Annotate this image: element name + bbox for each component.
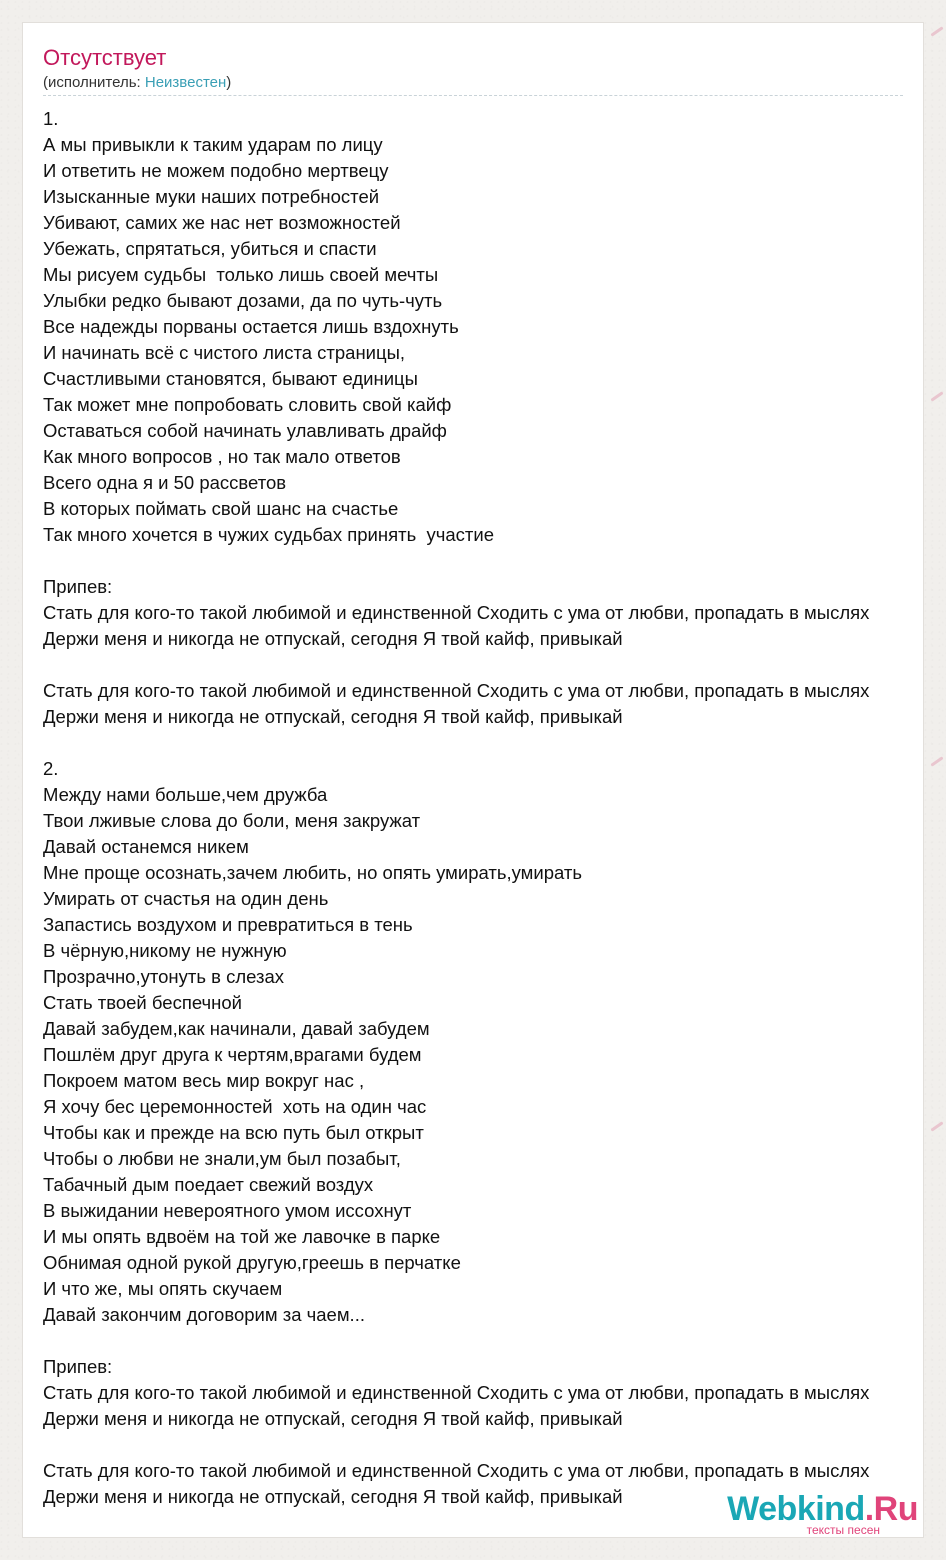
lyrics-line: Стать для кого-то такой любимой и единственной Сходить с ума от любви, пропадать в мыслях <box>43 1382 870 1403</box>
lyrics-line: Табачный дым поедает свежий воздух <box>43 1174 374 1195</box>
lyrics-line: В которых поймать свой шанс на счастье <box>43 498 399 519</box>
lyrics-line: Стать твоей беспечной <box>43 992 243 1013</box>
lyrics-line: Чтобы о любви не знали,ум был позабыт, <box>43 1148 401 1169</box>
lyrics-line: Убивают, самих же нас нет возможностей <box>43 212 401 233</box>
lyrics-line: И мы опять вдвоём на той же лавочке в парке <box>43 1226 441 1247</box>
lyrics-line: Давай закончим договорим за чаем... <box>43 1304 365 1325</box>
lyrics-line: Всего одна я и 50 рассветов <box>43 472 287 493</box>
lyrics-blank-line <box>43 1328 869 1354</box>
lyrics-line: Давай останемся никем <box>43 836 249 857</box>
lyrics-line: Прозрачно,утонуть в слезах <box>43 966 285 987</box>
song-title: Отсутствует <box>43 45 167 70</box>
lyrics-line: Твои лживые слова до боли, меня закружат <box>43 810 421 831</box>
artist-suffix: ) <box>226 74 232 91</box>
lyrics-line: Покроем матом весь мир вокруг нас , <box>43 1070 365 1091</box>
lyrics-line: Держи меня и никогда не отпускай, сегодня Я твой кайф, привыкай <box>43 706 623 727</box>
lyrics-blank-line <box>43 548 869 574</box>
lyrics-line: Запастись воздухом и превратиться в тень <box>43 914 413 935</box>
lyrics-text <box>43 106 869 1510</box>
lyrics-blank-line <box>43 1432 869 1458</box>
lyrics-line: 1. <box>43 108 59 129</box>
lyrics-line: А мы привыкли к таким ударам по лицу <box>43 134 383 155</box>
logo-tagline: тексты песен <box>806 1523 880 1537</box>
logo-suffix: .Ru <box>864 1490 918 1528</box>
artist-prefix: (исполнитель: <box>43 74 145 91</box>
lyrics-line: Стать для кого-то такой любимой и единственной Сходить с ума от любви, пропадать в мыслях <box>43 680 870 701</box>
lyrics-line: Изысканные муки наших потребностей <box>43 186 380 207</box>
page-decoration <box>930 756 943 766</box>
lyrics-line: И ответить не можем подобно мертвецу <box>43 160 389 181</box>
lyrics-line: 2. <box>43 758 59 779</box>
lyrics-line: Умирать от счастья на один день <box>43 888 329 909</box>
title-divider <box>43 95 903 96</box>
lyrics-line: Припев: <box>43 576 113 597</box>
lyrics-line: Пошлём друг друга к чертям,врагами будем <box>43 1044 422 1065</box>
lyrics-line: Держи меня и никогда не отпускай, сегодня Я твой кайф, привыкай <box>43 1408 623 1429</box>
lyrics-line: Улыбки редко бывают дозами, да по чуть-чуть <box>43 290 443 311</box>
lyrics-line: Чтобы как и прежде на всю путь был открыт <box>43 1122 424 1143</box>
lyrics-line: Оставаться собой начинать улавливать драйф <box>43 420 447 441</box>
lyrics-line: Обнимая одной рукой другую,греешь в перчатке <box>43 1252 461 1273</box>
lyrics-line: В выжидании невероятного умом иссохнут <box>43 1200 412 1221</box>
artist-line <box>43 73 231 93</box>
lyrics-line: Мне проще осознать,зачем любить, но опять умирать,умирать <box>43 862 583 883</box>
lyrics-line: Счастливыми становятся, бывают единицы <box>43 368 418 389</box>
lyrics-blank-line <box>43 730 869 756</box>
webkind-logo <box>727 1492 918 1526</box>
lyrics-line: Все надежды порваны остается лишь вздохнуть <box>43 316 459 337</box>
page-decoration <box>930 391 943 401</box>
lyrics-line: В чёрную,никому не нужную <box>43 940 287 961</box>
artist-link[interactable]: Неизвестен <box>144 74 227 91</box>
lyrics-line: Как много вопросов , но так мало ответов <box>43 446 401 467</box>
lyrics-line: Стать для кого-то такой любимой и единственной Сходить с ума от любви, пропадать в мыслях <box>43 1460 870 1481</box>
logo-text: Webkind <box>727 1490 865 1528</box>
lyrics-line: Мы рисуем судьбы только лишь своей мечты <box>43 264 439 285</box>
lyrics-line: Держи меня и никогда не отпускай, сегодня Я твой кайф, привыкай <box>43 1486 623 1507</box>
lyrics-line: И что же, мы опять скучаем <box>43 1278 283 1299</box>
lyrics-card <box>22 22 924 1538</box>
lyrics-line: Держи меня и никогда не отпускай, сегодня Я твой кайф, привыкай <box>43 628 623 649</box>
lyrics-line: Я хочу бес церемонностей хоть на один час <box>43 1096 427 1117</box>
lyrics-line: Убежать, спрятаться, убиться и спасти <box>43 238 377 259</box>
lyrics-line: Между нами больше,чем дружба <box>43 784 328 805</box>
lyrics-line: И начинать всё с чистого листа страницы, <box>43 342 406 363</box>
lyrics-line: Стать для кого-то такой любимой и единственной Сходить с ума от любви, пропадать в мыслях <box>43 602 870 623</box>
site-watermark[interactable] <box>727 1492 918 1536</box>
lyrics-line: Так может мне попробовать словить свой кайф <box>43 394 452 415</box>
page-decoration <box>930 1121 943 1131</box>
lyrics-line: Так много хочется в чужих судьбах принять участие <box>43 524 495 545</box>
lyrics-line: Припев: <box>43 1356 113 1377</box>
lyrics-blank-line <box>43 652 869 678</box>
lyrics-line: Давай забудем,как начинали, давай забудем <box>43 1018 430 1039</box>
page-decoration <box>930 26 943 36</box>
